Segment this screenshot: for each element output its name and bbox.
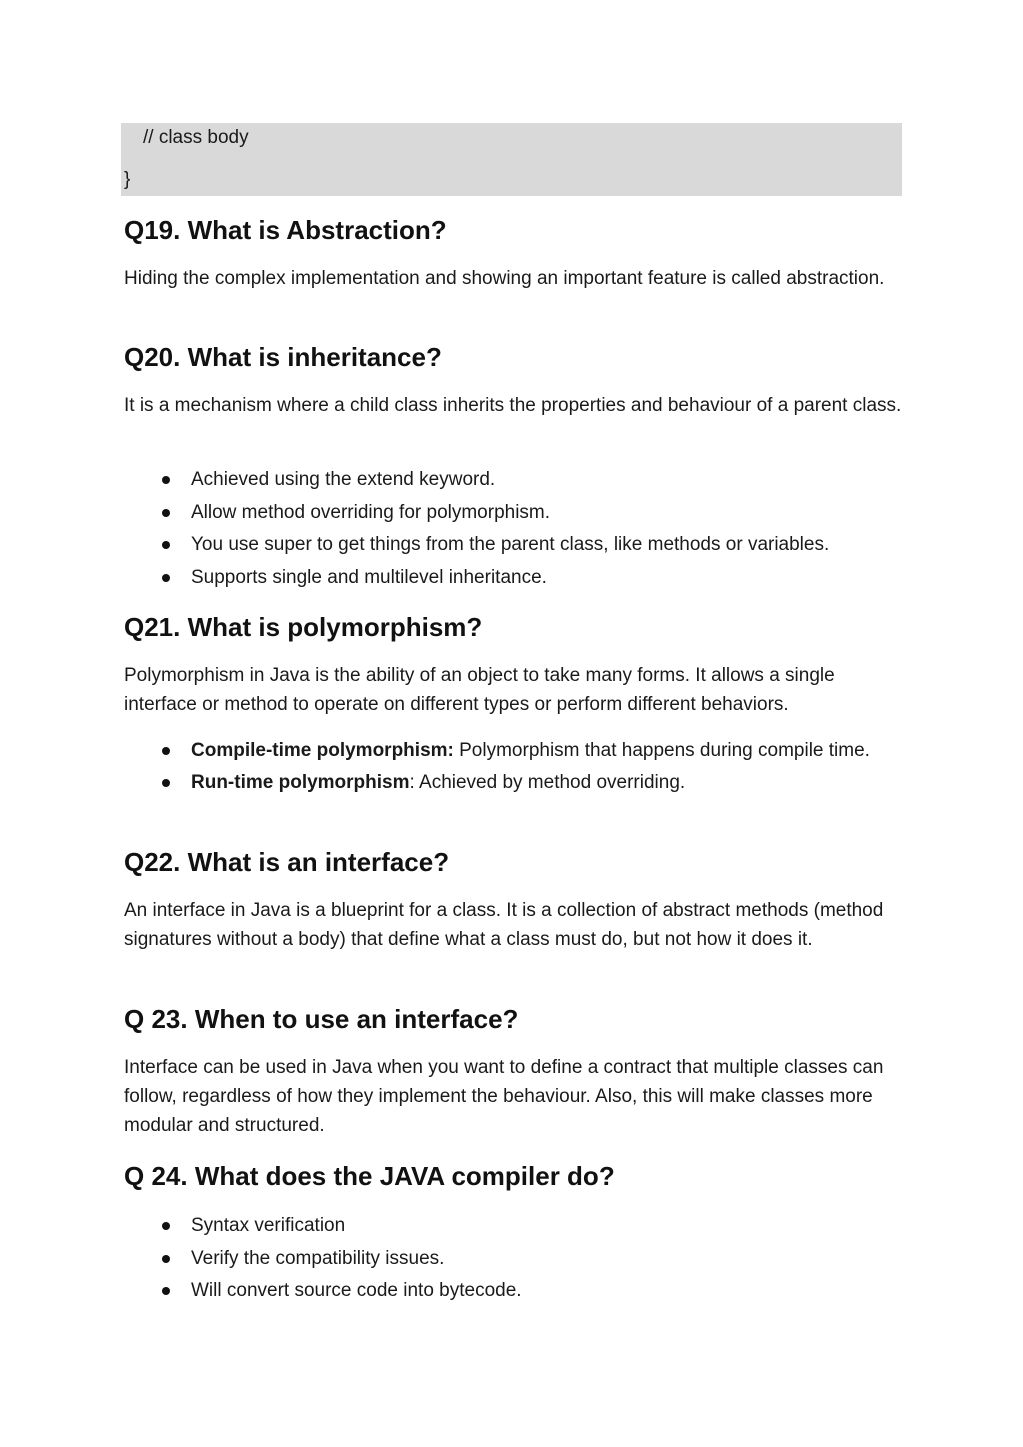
list-item-text: Syntax verification (191, 1215, 346, 1236)
q23-answer: Interface can be used in Java when you want to define a contract that multiple classes can follow, regardless of how they implement the behaviour. Also, this will make classes more modular and structured. (124, 1057, 884, 1136)
q24-bullet-list (124, 1210, 904, 1308)
list-item (124, 1243, 904, 1276)
list-item-term: Run-time polymorphism (191, 772, 410, 793)
list-item (124, 497, 904, 530)
q19-heading: Q19. What is Abstraction? (124, 215, 447, 245)
list-item (124, 1275, 904, 1308)
q23-heading: Q 23. When to use an interface? (124, 1004, 519, 1034)
q22-answer: An interface in Java is a blueprint for a class. It is a collection of abstract methods (method signatures without a body) that define what a class must do, but not how it does it. (124, 900, 884, 950)
bullet-icon (162, 1222, 170, 1230)
q21-answer: Polymorphism in Java is the ability of an object to take many forms. It allows a single interface or method to operate on different types or perform different behaviors. (124, 665, 835, 715)
q21-heading: Q21. What is polymorphism? (124, 612, 483, 642)
list-item-text: Polymorphism that happens during compile time. (453, 740, 870, 761)
bullet-icon (162, 476, 170, 484)
list-item (124, 736, 904, 766)
q21-bullet-list (124, 736, 904, 800)
list-item-text: Allow method overriding for polymorphism. (191, 501, 551, 523)
list-item (124, 529, 904, 562)
bullet-icon (162, 1255, 170, 1263)
bullet-icon (162, 541, 170, 549)
code-comment-line: // class body (143, 127, 249, 148)
list-item (124, 464, 904, 497)
list-item-text: Supports single and multilevel inheritance. (191, 566, 547, 588)
q22-heading: Q22. What is an interface? (124, 847, 450, 877)
code-closing-brace: } (124, 169, 131, 190)
list-item (124, 1210, 904, 1243)
list-item-text: You use super to get things from the parent class, like methods or variables. (191, 534, 830, 555)
list-item-term: Compile-time polymorphism: (191, 740, 454, 761)
q24-heading: Q 24. What does the JAVA compiler do? (124, 1161, 615, 1191)
q20-answer: It is a mechanism where a child class inherits the properties and behaviour of a parent class. (124, 395, 902, 416)
bullet-icon (162, 509, 170, 517)
list-item (124, 562, 904, 595)
q20-bullet-list (124, 464, 904, 594)
bullet-icon (162, 1287, 170, 1295)
list-item-text: : Achieved by method overriding. (409, 772, 686, 793)
list-item-text: Achieved using the extend keyword. (191, 469, 496, 490)
bullet-icon (162, 574, 170, 582)
q20-heading: Q20. What is inheritance? (124, 342, 442, 372)
list-item-text: Will convert source code into bytecode. (191, 1280, 522, 1301)
bullet-icon (162, 779, 170, 787)
bullet-icon (162, 747, 170, 755)
q19-answer: Hiding the complex implementation and showing an important feature is called abstraction. (124, 268, 885, 289)
list-item (124, 768, 904, 798)
list-item-text: Verify the compatibility issues. (191, 1247, 445, 1269)
code-block (121, 123, 902, 196)
